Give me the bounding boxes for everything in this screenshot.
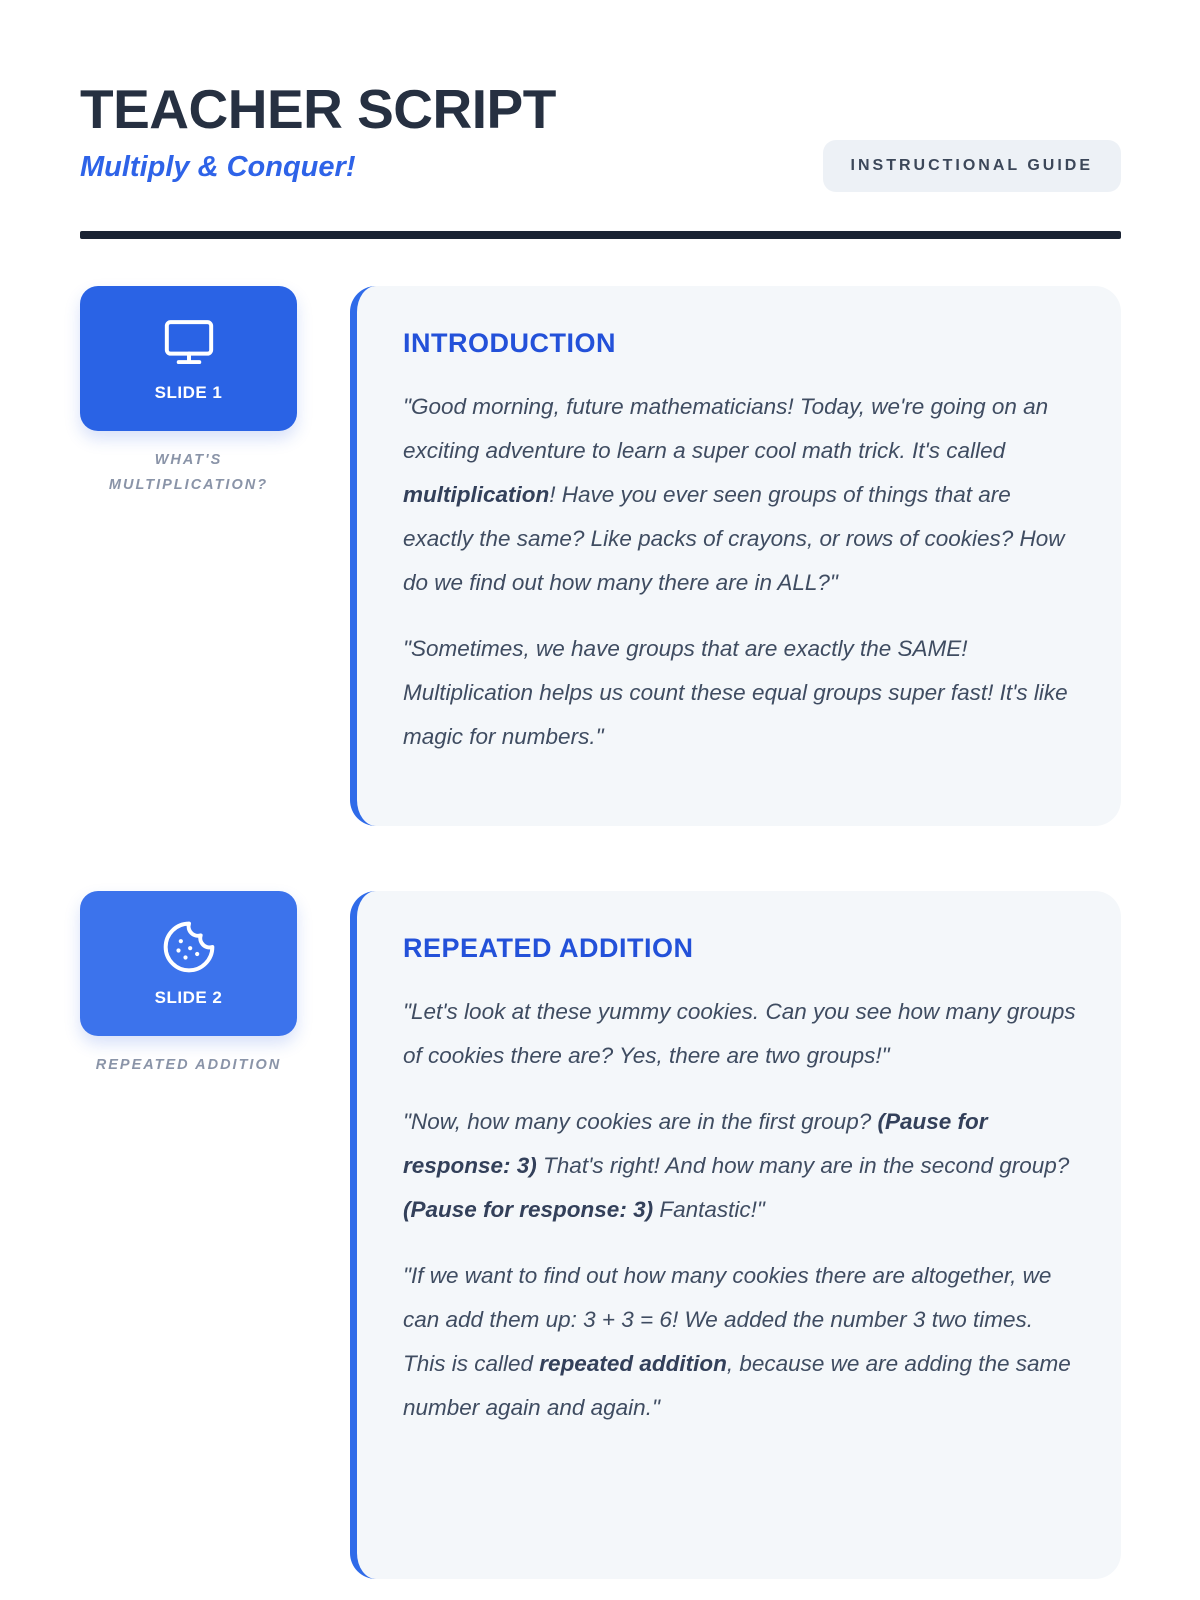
slide-1-caption: WHAT'S MULTIPLICATION? [108,452,269,494]
script-paragraph: "Let's look at these yummy cookies. Can you see how many groups of cookies there are? Yes, there are two groups!" [403,999,1076,1068]
script-paragraphs [403,990,1077,1430]
header [80,0,1121,239]
slide-column-2 [80,891,297,1078]
instructional-guide-badge: INSTRUCTIONAL GUIDE [823,140,1121,192]
slide-column-1 [80,286,297,499]
section-title: INTRODUCTION [403,328,616,358]
page-title: TEACHER SCRIPT [80,78,556,140]
slide-1-label: SLIDE 1 [154,383,223,402]
script-paragraph: "Sometimes, we have groups that are exactly the SAME! Multiplication helps us count these equal groups super fast! It's like magic for numbers." [403,636,1068,749]
page-subtitle: Multiply & Conquer! [80,151,356,183]
slide-1-card [80,286,297,431]
script-paragraph: "Good morning, future mathematicians! Today, we're going on an exciting adventure to learn a super cool math trick. It's called multiplication! Have you ever seen groups of things that are exactly the same? Like packs of crayons, or rows of cookies? How do we find out how many there are in ALL?" [403,394,1065,595]
slide-2-label: SLIDE 2 [154,988,223,1007]
script-paragraphs [403,385,1077,759]
script-section-2 [80,891,1121,1579]
slide-2-caption: REPEATED ADDITION [95,1057,282,1073]
section-title: REPEATED ADDITION [403,933,694,963]
script-section-1 [80,286,1121,826]
script-panel-introduction [350,286,1121,826]
script-panel-repeated-addition [350,891,1121,1579]
script-paragraph: "If we want to find out how many cookies there are altogether, we can add them up: 3 + 3 = 6! We added the number 3 two times. This is called repeated addition, because we are adding the same number again and again." [403,1263,1071,1420]
script-paragraph: "Now, how many cookies are in the first group? (Pause for response: 3) That's right! And how many are in the second group? (Pause for response: 3) Fantastic!" [403,1109,1070,1222]
header-divider [80,231,1121,239]
slide-2-card [80,891,297,1036]
monitor-icon [161,314,217,370]
cookie-icon [161,919,217,975]
